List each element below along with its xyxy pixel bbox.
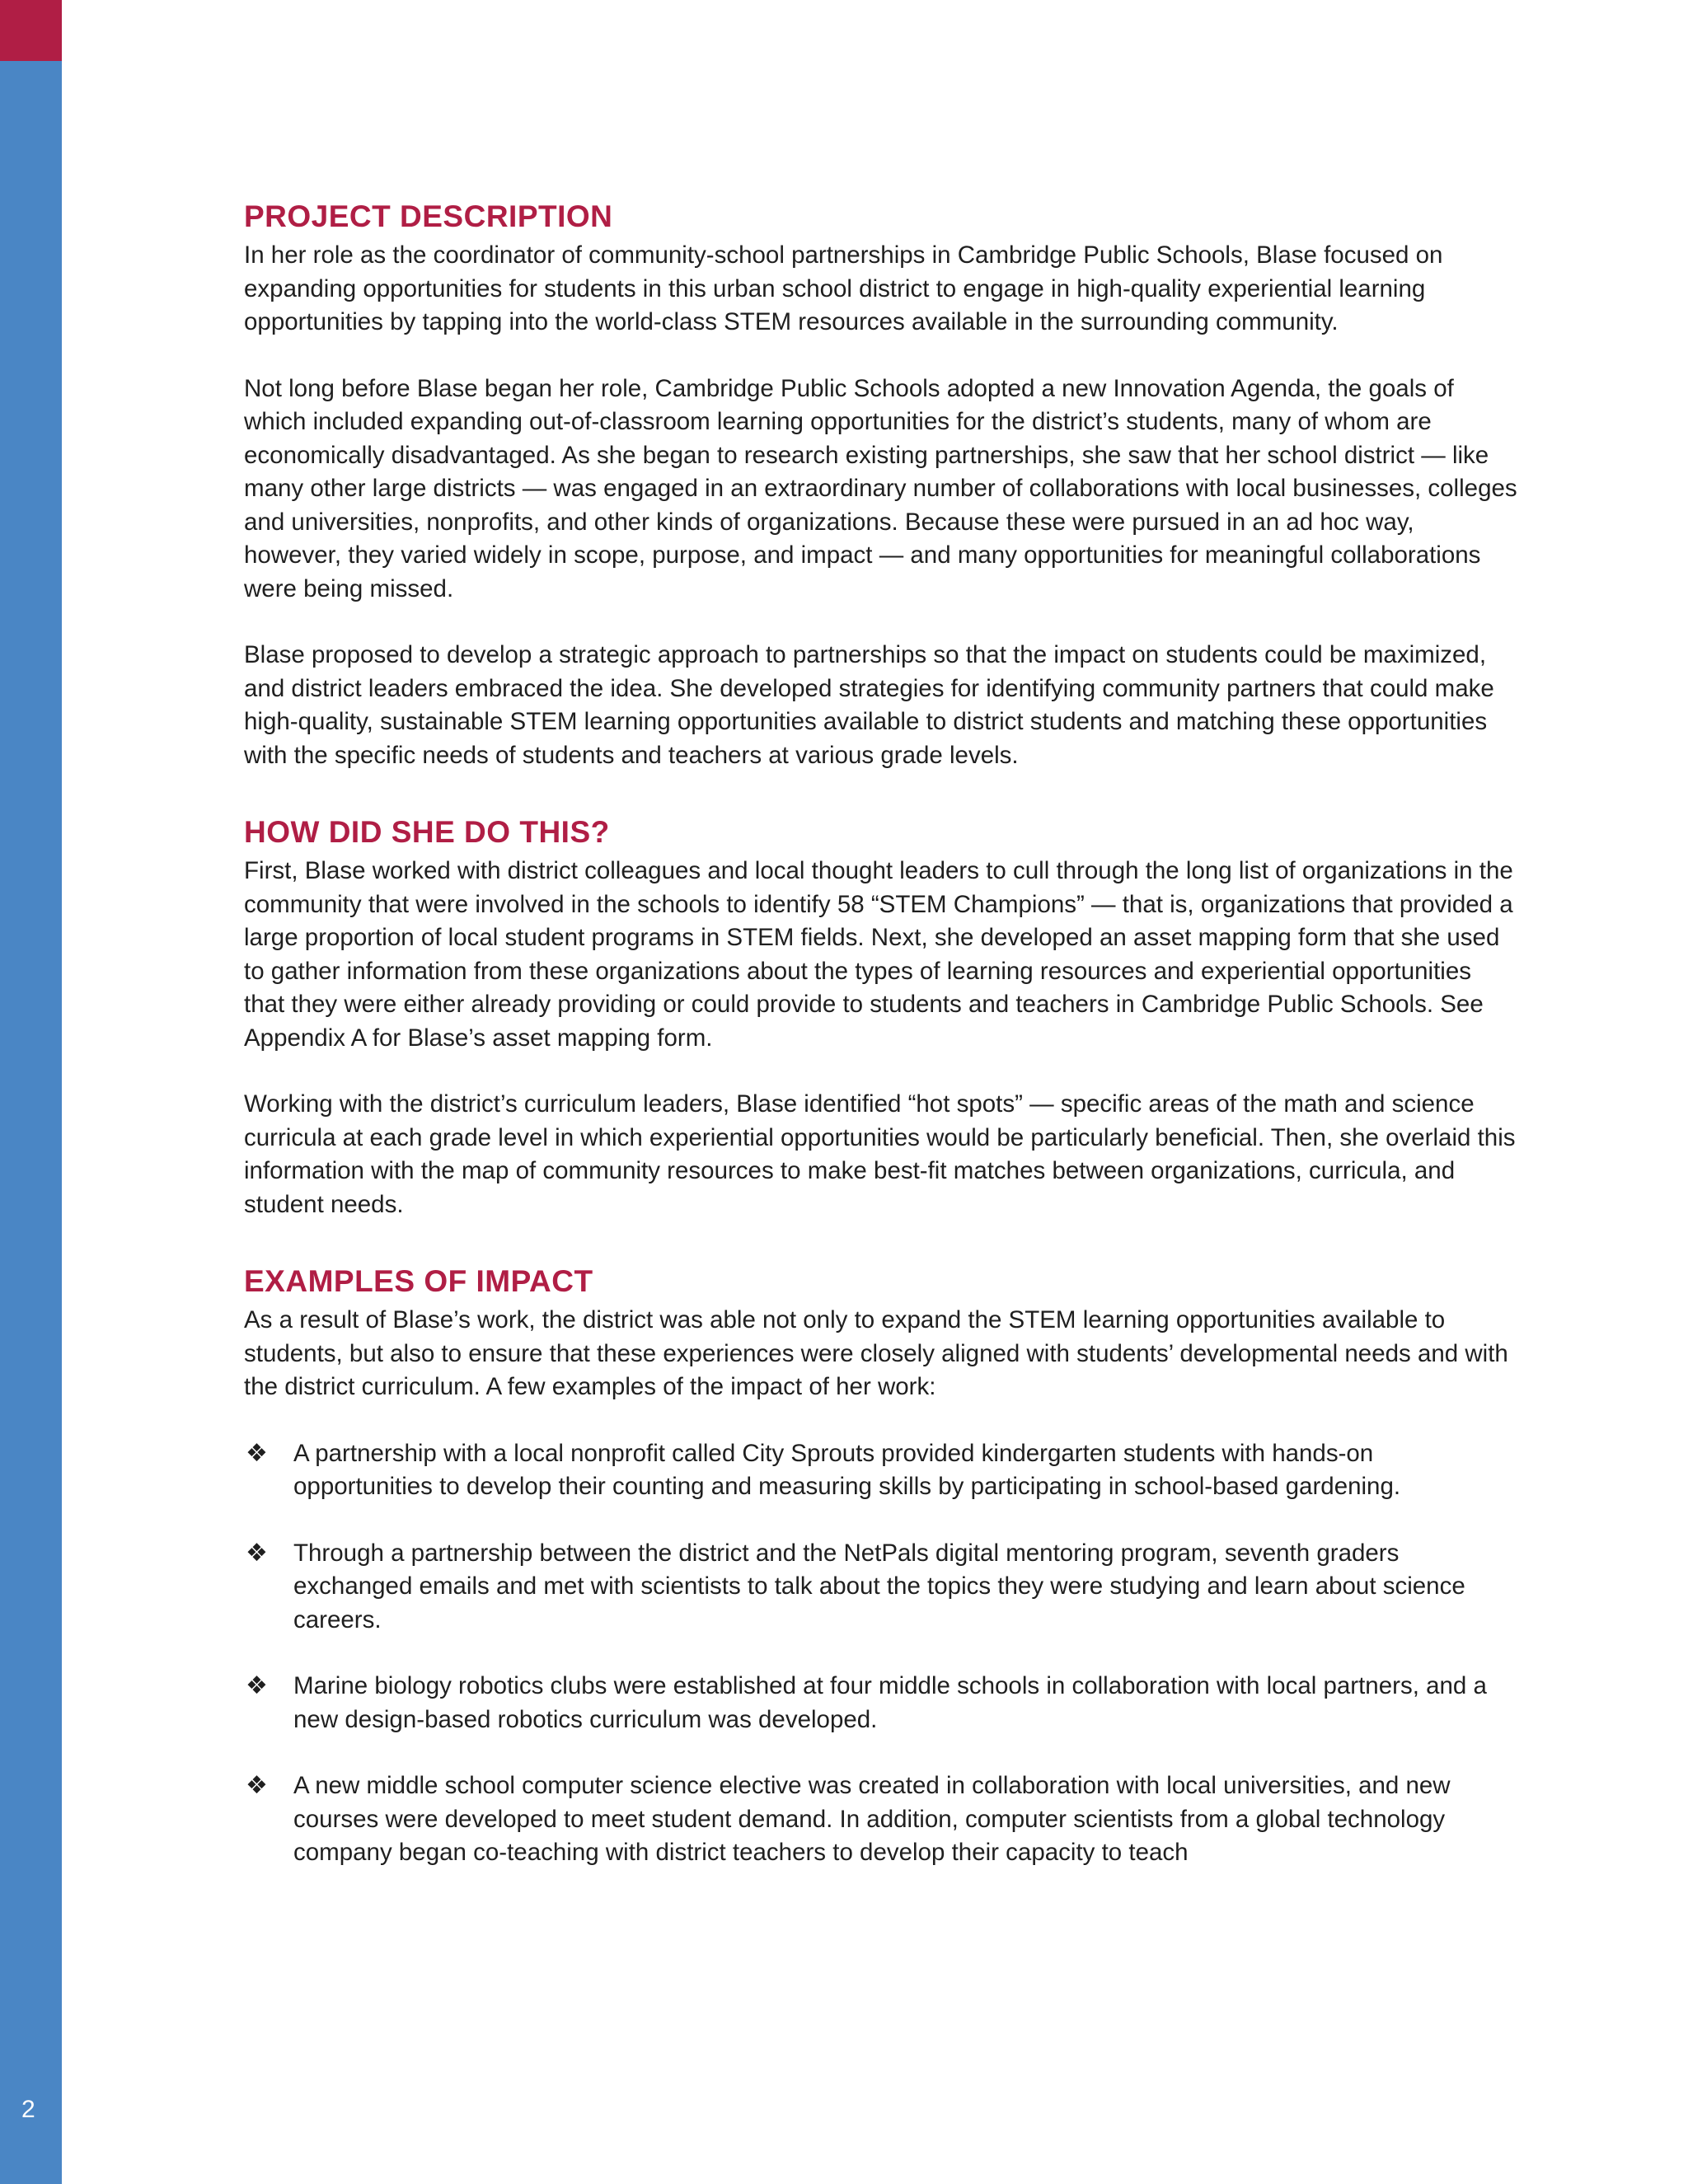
impact-list xyxy=(244,1437,1517,1870)
list-item-text: A partnership with a local nonprofit called City Sprouts provided kindergarten students with hands-on opportunities to develop their counting and measuring skills by participating in school-based gardening. xyxy=(293,1439,1401,1500)
page-number: 2 xyxy=(21,2096,35,2123)
section-examples-of-impact xyxy=(244,1263,1517,1870)
section-heading: EXAMPLES OF IMPACT xyxy=(244,1264,593,1298)
section-project-description xyxy=(244,198,1517,772)
list-item xyxy=(244,1670,1517,1736)
diamond-bullet-icon: ❖ xyxy=(246,1439,268,1467)
sidebar-band xyxy=(0,0,62,2184)
section-heading: PROJECT DESCRIPTION xyxy=(244,199,613,233)
document-body xyxy=(244,198,1517,1870)
list-item xyxy=(244,1537,1517,1638)
paragraph: As a result of Blase’s work, the district was able not only to expand the STEM learning opportunities available to students, but also to ensure that these experiences were closely aligned with students’ developmental needs and with the district curriculum. A few examples of the impact of her work: xyxy=(244,1306,1508,1400)
sidebar-accent-block xyxy=(0,0,62,61)
section-heading: HOW DID SHE DO THIS? xyxy=(244,815,610,849)
paragraph: Working with the district’s curriculum leaders, Blase identified “hot spots” — specific areas of the math and science curricula at each grade level in which experiential opportunities would be particularly beneficial. Then, she overlaid this information with the map of community resources to make best-fit matches between organizations, curricula, and student needs. xyxy=(244,1090,1516,1218)
paragraph: First, Blase worked with district colleagues and local thought leaders to cull through the long list of organizations in the community that were involved in the schools to identify 58 “STEM Champions” — that is, organizations that provided a large proportion of local student programs in STEM fields. Next, she developed an asset mapping form that she used to gather information from these organizations about the types of learning resources and experiential opportunities that they were either already providing or could provide to students and teachers in Cambridge Public Schools. See Appendix A for Blase’s asset mapping form. xyxy=(244,857,1513,1052)
diamond-bullet-icon: ❖ xyxy=(246,1539,268,1567)
paragraph: Blase proposed to develop a strategic approach to partnerships so that the impact on students could be maximized, and district leaders embraced the idea. She developed strategies for identifying community partners that could make high-quality, sustainable STEM learning opportunities available to district students and matching these opportunities with the specific needs of students and teachers at various grade levels. xyxy=(244,641,1494,769)
diamond-bullet-icon: ❖ xyxy=(246,1772,268,1799)
list-item-text: Marine biology robotics clubs were established at four middle schools in collaboration with local partners, and a new design-based robotics curriculum was developed. xyxy=(293,1672,1487,1733)
section-how-did-she-do-this xyxy=(244,813,1517,1221)
list-item xyxy=(244,1437,1517,1504)
list-item-text: Through a partnership between the district and the NetPals digital mentoring program, seventh graders exchanged emails and met with scientists to talk about the topics they were studying and learn about science careers. xyxy=(293,1539,1465,1633)
paragraph: In her role as the coordinator of community-school partnerships in Cambridge Public Schools, Blase focused on expanding opportunities for students in this urban school district to engage in high-quality experiential learning opportunities by tapping into the world-class STEM resources available in the surrounding community. xyxy=(244,241,1443,335)
list-item xyxy=(244,1769,1517,1870)
diamond-bullet-icon: ❖ xyxy=(246,1672,268,1699)
paragraph: Not long before Blase began her role, Cambridge Public Schools adopted a new Innovation Agenda, the goals of which included expanding out-of-classroom learning opportunities for the district’s students, many of whom are economically disadvantaged. As she began to research existing partnerships, she saw that her school district — like many other large districts — was engaged in an extraordinary number of collaborations with local businesses, colleges and universities, nonprofits, and other kinds of organizations. Because these were pursued in an ad hoc way, however, they varied widely in scope, purpose, and impact — and many opportunities for meaningful collaborations were being missed. xyxy=(244,374,1517,602)
list-item-text: A new middle school computer science elective was created in collaboration with local universities, and new courses were developed to meet student demand. In addition, computer scientists from a global technology company began co-teaching with district teachers to develop their capacity to teach xyxy=(293,1772,1451,1866)
